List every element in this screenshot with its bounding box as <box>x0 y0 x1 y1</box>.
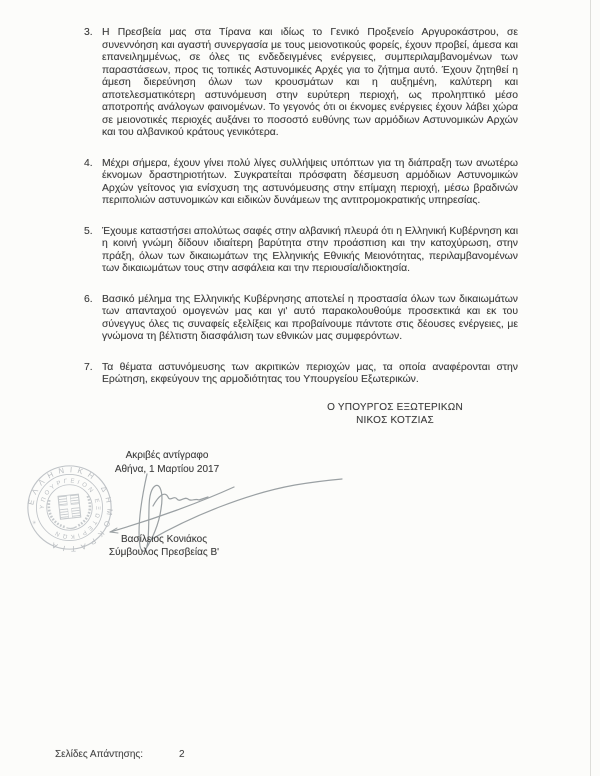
paragraph-4 <box>84 158 518 208</box>
scan-edge-artifact <box>590 0 591 776</box>
minister-name: ΝΙΚΟΣ ΚΟΤΖΙΑΣ <box>356 415 434 426</box>
paragraph-number: 5. <box>84 225 93 237</box>
footer-label: Σελίδες Απάντησης: <box>55 749 143 760</box>
paragraph-number: 4. <box>84 157 93 169</box>
certification-block <box>97 449 237 476</box>
signature-diagonal-stroke <box>110 487 234 532</box>
seal-separator-mark: ✳ <box>31 519 38 527</box>
wreath-tie <box>66 527 76 529</box>
paragraph-text: Τα θέματα αστυνόμευσης των ακριτικών περιοχών μας, τα οποία αναφέρονται στην Ερώτηση, εκφεύγουν της αρμοδιότητας του Υπουργείου Εξωτερικών. <box>102 361 518 385</box>
paragraph-7 <box>84 362 518 387</box>
paragraph-number: 3. <box>84 27 93 38</box>
paragraph-text: Έχουμε καταστήσει απολύτως σαφές στην αλβανική πλευρά ότι η Ελληνική Κυβέρνηση και η κοινή γνώμη δίδουν ιδιαίτερη βαρύτητα στην προάσπιση και την κατοχύρωση, στην πράξη, όλων των δικαιωμάτων της Ελληνικής Εθνικής Μειονότητας, περιλαμβανομένων των δικαιωμάτων τους στην ασφάλεια και την περιουσία/ιδιοκτησία. <box>102 225 518 274</box>
paragraph-text: Η Πρεσβεία μας στα Τίρανα και ιδίως το Γενικό Προξενείο Αργυροκάστρου, σε συνεννόηση και αγαστή συνεργασία με τους μειονοτικούς φορείς, έχουν προβεί, άμεσα και επανειλημμένως, σε όλες τις ενδεδειγμένες ενέργειες, συμπεριλαμβανομένων των παραστάσεων, προς τις τοπικές Αστυνομικές Αρχές για το ζήτημα αυτό. Έχουν ζητηθεί η άμεση διερεύνηση όλων των κρουσμάτων και η αυξημένη, καλύτερη και αποτελεσματικότερη αστυνόμευση στην ευρύτερη περιοχή, ως προληπτικό μέσο αποτροπής ανάλογων φαινομένων. Το γεγονός ότι οι έκνομες ενέργειες έχουν λάβει χώρα σε μειονοτικές περιοχές αυξάνει το ποσοστό ευθύνης των αρμόδιων Αστυνομικών Αρχών και του αλβανικού κράτους γενικότερα. <box>102 27 518 138</box>
signer-block <box>90 534 238 559</box>
paragraph-text: Μέχρι σήμερα, έχουν γίνει πολύ λίγες συλλήψεις υπόπτων για τη διάπραξη των ανωτέρω έκνομων δραστηριοτήτων. Συγκρατείται πρόσφατη δέσμευση αρμόδιων Αστυνομικών Αρχών γείτονος για ενίσχυση της αστυνόμευσης στην επίμαχη περιοχή, μέσω βραδινών περιπολιών αστυνομικών και ειδικών δυνάμεων της αντιτρομοκρατικής υπηρεσίας. <box>102 157 518 206</box>
seal-outer-text: ΕΛΛΗΝΙΚΗ ΔΗΜΟΚΡΑΤΙΑ <box>26 465 115 554</box>
footer-page-count: 2 <box>178 749 185 760</box>
paragraph-6 <box>84 294 518 344</box>
signer-name: Βασίλειος Κονιάκος <box>120 534 208 545</box>
certification-line1: Ακριβές αντίγραφο <box>125 450 209 461</box>
seal-inner-text: ΥΠΟΥΡΓΕΙΟΝ ΕΞΩΤΕΡΙΚΩΝ <box>39 478 101 540</box>
minister-title: Ο ΥΠΟΥΡΓΟΣ ΕΞΩΤΕΡΙΚΩΝ <box>327 402 463 413</box>
paragraph-number: 6. <box>84 293 93 305</box>
cross-shield <box>58 494 81 519</box>
document-body <box>84 27 518 405</box>
minister-signature-block <box>295 401 495 427</box>
paragraph-number: 7. <box>84 361 93 373</box>
certification-date: Αθήνα, 1 Μαρτίου 2017 <box>114 463 220 475</box>
paragraph-5 <box>84 226 518 276</box>
paragraph-3 <box>84 27 518 140</box>
page-footer <box>55 749 185 760</box>
seal-inner-ring <box>47 485 92 530</box>
signer-title: Σύμβουλος Πρεσβείας Β' <box>108 546 220 558</box>
paragraph-text: Βασικό μέλημα της Ελληνικής Κυβέρνησης αποτελεί η προστασία όλων των δικαιωμάτων των απανταχού ομογενών μας και γι' αυτό παρακολουθούμε προσεκτικά και εκ του σύνεγγυς όλες τις συναφείς εξελίξεις και προβαίνουμε πάντοτε στις δέουσες ενέργειες, με γνώμονα τη βέλτιστη διασφάλιση των εθνικών μας συμφερόντων. <box>102 293 518 342</box>
